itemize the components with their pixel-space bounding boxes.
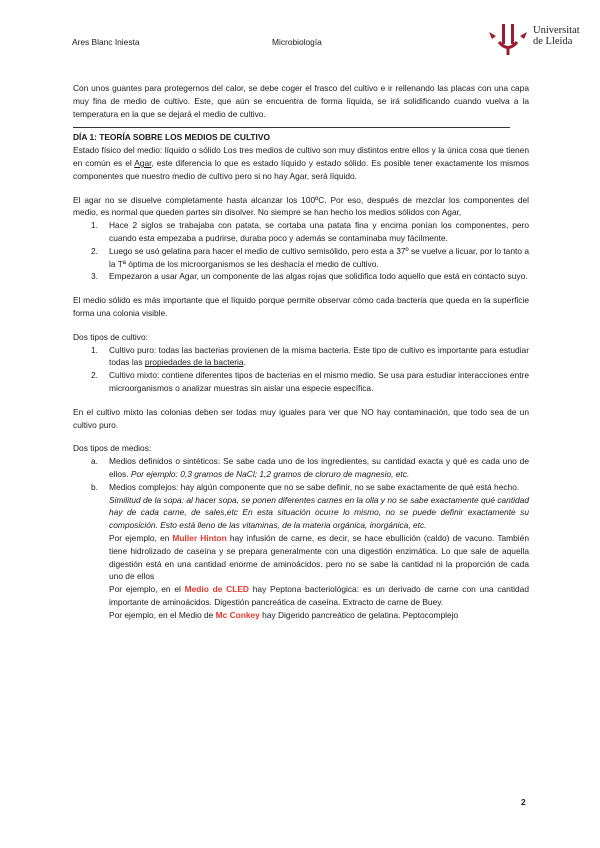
list-number: 3. <box>91 271 98 282</box>
example-cled <box>73 583 529 609</box>
list-item <box>73 481 529 494</box>
ex2-text-b: hay Peptona bacteriológica: es un derivado de carne con una cantidad importante de aminoácidos. Digestión pancreática de caseína. Extracto de carne de Buey. <box>109 584 529 607</box>
logo-line-2: de Lleida <box>533 36 573 47</box>
list-text: Empezaron a usar Agar, un componente de las algas rojas que solidifica todo aquello que está en contacto suyo. <box>109 271 528 282</box>
ex2-text-a: Por ejemplo, en el <box>109 584 185 595</box>
medios-complejos-text: Medios complejos: hay algún componente que no se sabe definir, no se sabe exactamente de qué está hecho. <box>109 481 520 492</box>
list-number: 2. <box>91 370 98 381</box>
document-body <box>73 82 529 621</box>
intro-paragraph: Con unos guantes para protegernos del calor, se debe coger el frasco del cultivo e ir rellenando las placas con una capa muy fina de medio de cultivo. Este, que aún se encuentra de forma líquida, se irá solidificando cuando vuelva a la temperatura en la que se dejará el medio de cultivo. <box>73 83 529 119</box>
medios-definidos-text: Medios definidos o sintéticos: Se sabe cada uno de los ingredientes, su cantidad exacta y qué es cada uno de ellos. <box>109 456 529 479</box>
cultivo-puro-end: . <box>243 357 246 368</box>
example-mcconkey <box>73 609 529 622</box>
list-text: Hace 2 siglos se trabajaba con patata, se cortaba una patata fina y encima ponían los componentes, pero cuando esta empezaba a pudrirse, duraba poco y además se contaminaba muy fácilmente. <box>109 220 529 243</box>
example-muller-hinton <box>73 532 529 583</box>
paragraph-agar: El agar no se disuelve completamente hasta alcanzar los 100ºC. Por eso, después de mezclar los componentes del medio, es normal que queden partes sin disolver. No siempre se han hecho los medios sólidos con Agar, <box>73 194 529 218</box>
list-number: 2. <box>91 245 98 256</box>
ex3-text-a: Por ejemplo, en el Medio de <box>109 609 216 620</box>
p1-text-a: Estado físico del medio: líquido o sólido Los tres medios de cultivo son muy distintos entre ellos y la única cosa que tienen en común es el <box>73 145 529 168</box>
university-logo <box>487 22 582 56</box>
medios-title: Dos tipos de medios: <box>73 443 152 454</box>
mcconkey-highlight: Mc Conkey <box>215 609 260 620</box>
muller-hinton-highlight: Muller Hinton <box>172 532 227 543</box>
cled-highlight: Medio de CLED <box>184 584 249 595</box>
medios-list <box>73 455 529 493</box>
page-number: 2 <box>521 797 526 807</box>
list-item <box>73 245 529 271</box>
list-letter: a. <box>91 456 98 467</box>
list-number: 1. <box>91 344 98 355</box>
list-text: Luego se usó gelatina para hacer el medio de cultivo semisólido, pero esta a 37º se vuelve a licuar, por lo tanto a la Tª óptima de los microorganismos se les deshacía el medio de cultivo. <box>109 245 529 269</box>
header-subject: Microbiología <box>272 37 322 47</box>
paragraph-estado-fisico <box>73 144 529 182</box>
ex3-text-b: hay Digerido pancreático de gelatina. Peptocomplejo <box>259 609 459 620</box>
similitud-sopa: Similitud de la sopa: al hacer sopa, se ponen diferentes carnes en la olla y no se sabe exactamente qué cantidad hay de cada carne, de sales,etc En esta situación ocurre lo mismo, no se puede definir exactamente su composición. Esto está lleno de las vitaminas, de la materia orgánica, inorgánica, etc. <box>109 494 529 531</box>
list-item <box>73 219 529 245</box>
list-item <box>73 344 529 370</box>
ex1-text-b: hay infusión de carne, es decir, se hace ebullición (caldo) de vacuno. También tiene hidrolizado de caseína y se prepara generalmente con una digestión enzimática. Lo que sale de aquella digestión está en una cantidad enorme de aminoácidos. pero no se sabe la cantidad ni la proporción de cada uno de ellos <box>109 532 529 582</box>
header-author: Ares Blanc Iniesta <box>72 37 140 47</box>
cultivo-puro-text: Cultivo puro: todas las bacterias provienen de la misma bacteria. Este tipo de cultivo es importante para estudiar todas las <box>109 344 529 368</box>
p1-text-b: , este diferencia lo que es estado líquido y estado sólido. Es posible tener exactamente los mismos componentes que nuestro medio de cultivo pero si no hay Agar, será líquido. <box>73 157 529 181</box>
university-emblem-icon <box>487 22 529 56</box>
section-divider <box>73 127 510 128</box>
list-number: 1. <box>91 220 98 231</box>
history-list <box>73 219 529 283</box>
list-item <box>73 455 529 481</box>
list-letter: b. <box>91 481 98 492</box>
paragraph-cultivo-mixto: En el cultivo mixto las colonias deben ser todas muy iguales para ver que NO hay contaminación, que todo sea de un cultivo puro. <box>73 406 529 430</box>
list-item <box>73 270 529 283</box>
cultivos-title: Dos tipos de cultivo: <box>73 331 148 342</box>
propiedades-link[interactable]: propiedades de la bacteria <box>144 357 244 368</box>
cultivos-list <box>73 344 529 395</box>
logo-line-1: Universitat <box>533 25 580 36</box>
medios-definidos-example: Por ejemplo: 0,3 gramos de NaCl; 1,2 gramos de cloruro de magnesio, etc. <box>130 468 410 479</box>
list-item <box>73 369 529 395</box>
section-title: DÍA 1: TEORÍA SOBRE LOS MEDIOS DE CULTIVO <box>73 132 270 143</box>
paragraph-medio-solido: El medio sólido es más importante que el líquido porque permite observar cómo cada bacteria que queda en la superficie forma una colonia visible. <box>73 295 529 318</box>
ex1-text-a: Por ejemplo, en <box>109 532 173 543</box>
agar-underlined: Agar <box>134 157 152 168</box>
cultivo-mixto-text: Cultivo mixto: contiene diferentes tipos de bacterias en el mismo medio. Se usa para estudiar interacciones entre microorganismos o analizar muestras sin aislar una especie específica. <box>109 370 529 393</box>
